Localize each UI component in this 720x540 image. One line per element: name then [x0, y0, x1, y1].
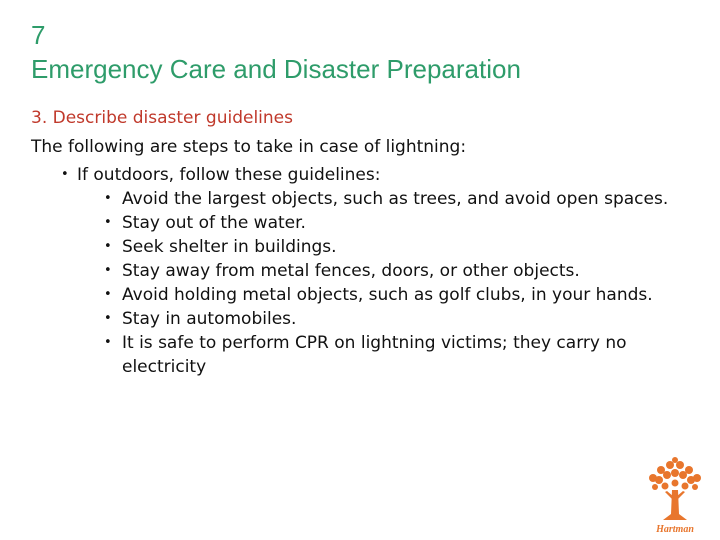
- list-item-text: It is safe to perform CPR on lightning victims; they carry no electricity: [122, 333, 627, 377]
- logo-text: Hartman: [656, 524, 694, 535]
- intro-text: The following are steps to take in case of lightning:: [31, 137, 467, 157]
- slide-title: [31, 18, 521, 86]
- list-item-text: Avoid the largest objects, such as trees, and avoid open spaces.: [122, 189, 669, 209]
- bullet-glyph: •: [104, 263, 112, 278]
- bullet-glyph: •: [104, 239, 112, 254]
- bullet-glyph: •: [61, 167, 69, 182]
- section-heading: 3. Describe disaster guidelines: [31, 108, 293, 128]
- bullet-glyph: •: [104, 311, 112, 326]
- bullet-glyph: •: [104, 287, 112, 302]
- list-item: [104, 259, 701, 283]
- bullet-glyph: •: [104, 335, 112, 350]
- list-item-text: Avoid holding metal objects, such as golf clubs, in your hands.: [122, 285, 653, 305]
- slide-body: [31, 135, 701, 379]
- level1-text: If outdoors, follow these guidelines:: [77, 165, 381, 185]
- list-item: [104, 211, 701, 235]
- list-item: [104, 235, 701, 259]
- chapter-title: Emergency Care and Disaster Preparation: [31, 54, 521, 84]
- list-item-text: Stay away from metal fences, doors, or other objects.: [122, 261, 580, 281]
- list-item-text: Stay out of the water.: [122, 213, 306, 233]
- heart-tree-icon: [649, 457, 701, 520]
- hartman-logo: [643, 456, 707, 536]
- list-item: [104, 307, 701, 331]
- level1-bullet: [61, 163, 701, 187]
- list-item-text: Seek shelter in buildings.: [122, 237, 337, 257]
- chapter-number: 7: [31, 20, 46, 50]
- list-item-text: Stay in automobiles.: [122, 309, 297, 329]
- bullet-glyph: •: [104, 191, 112, 206]
- bullet-glyph: •: [104, 215, 112, 230]
- list-item: [104, 331, 701, 379]
- list-item: [104, 283, 701, 307]
- list-item: [104, 187, 701, 211]
